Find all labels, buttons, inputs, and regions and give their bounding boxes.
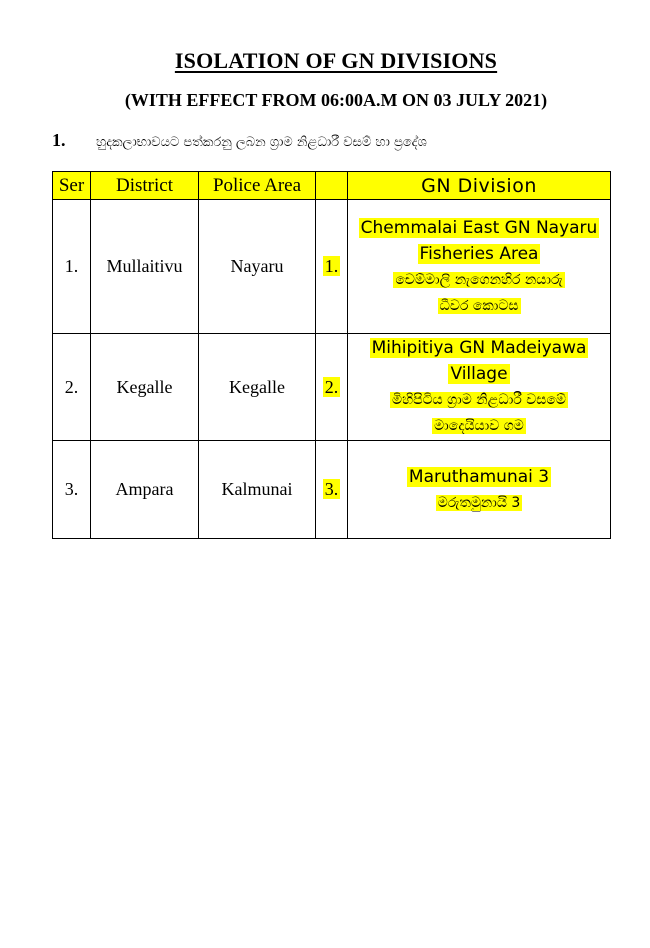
header-gn-division: GN Division <box>348 172 611 200</box>
row-ser: 3. <box>53 441 91 539</box>
gn-sinhala-line-1: මිහිපිටිය ග්‍රාම නිළධාරී වසමේ <box>392 392 566 408</box>
row-district: Mullaitivu <box>91 200 199 334</box>
row-ser: 2. <box>53 334 91 441</box>
row-police-area: Kalmunai <box>199 441 316 539</box>
gn-english-line-2: Fisheries Area <box>419 243 539 264</box>
row-ser: 1. <box>53 200 91 334</box>
gn-english-line-2: Village <box>450 364 508 384</box>
page-title: ISOLATION OF GN DIVISIONS <box>174 48 498 73</box>
section-number: 1. <box>52 130 66 150</box>
header-district: District <box>91 172 199 200</box>
gn-sinhala-line-1: මරුතමුනායි 3 <box>437 494 521 511</box>
row-gn-division <box>348 334 611 441</box>
gn-sinhala-line-2: ධීවර කොටස <box>439 297 519 314</box>
gn-english-line-1: Chemmalai East GN Nayaru <box>360 217 598 238</box>
row-police-area: Nayaru <box>199 200 316 334</box>
gn-sinhala-line-1: චෙම්මාලි නැගෙනහිර නයාරු <box>395 271 563 288</box>
gn-sinhala-line-2: මාදෙයියාව ගම <box>434 418 524 434</box>
header-blank <box>316 172 348 200</box>
row-district: Ampara <box>91 441 199 539</box>
row-number: 3. <box>324 479 339 499</box>
row-police-area: Kegalle <box>199 334 316 441</box>
section-heading <box>52 130 427 151</box>
row-number-cell <box>316 441 348 539</box>
table-header-row <box>53 172 611 200</box>
gn-english-line-1: Maruthamunai 3 <box>408 466 550 487</box>
row-number-cell <box>316 334 348 441</box>
row-gn-division <box>348 200 611 334</box>
section-text: හුදකලාභාවයට පත්කරනු ලබන ග්‍රාම නිළධාරී වසම් හා ප්‍රදේශ <box>96 135 427 150</box>
header-police-area: Police Area <box>199 172 316 200</box>
gn-divisions-table <box>52 171 611 539</box>
table-row <box>53 441 611 539</box>
table-row <box>53 200 611 334</box>
row-gn-division <box>348 441 611 539</box>
row-district: Kegalle <box>91 334 199 441</box>
table-row <box>53 334 611 441</box>
header-ser: Ser <box>53 172 91 200</box>
row-number: 2. <box>324 376 339 397</box>
row-number-cell <box>316 200 348 334</box>
gn-english-line-1: Mihipitiya GN Madeiyawa <box>371 338 587 358</box>
row-number: 1. <box>324 256 339 276</box>
page-subtitle: (WITH EFFECT FROM 06:00A.M ON 03 JULY 2021) <box>124 90 548 110</box>
